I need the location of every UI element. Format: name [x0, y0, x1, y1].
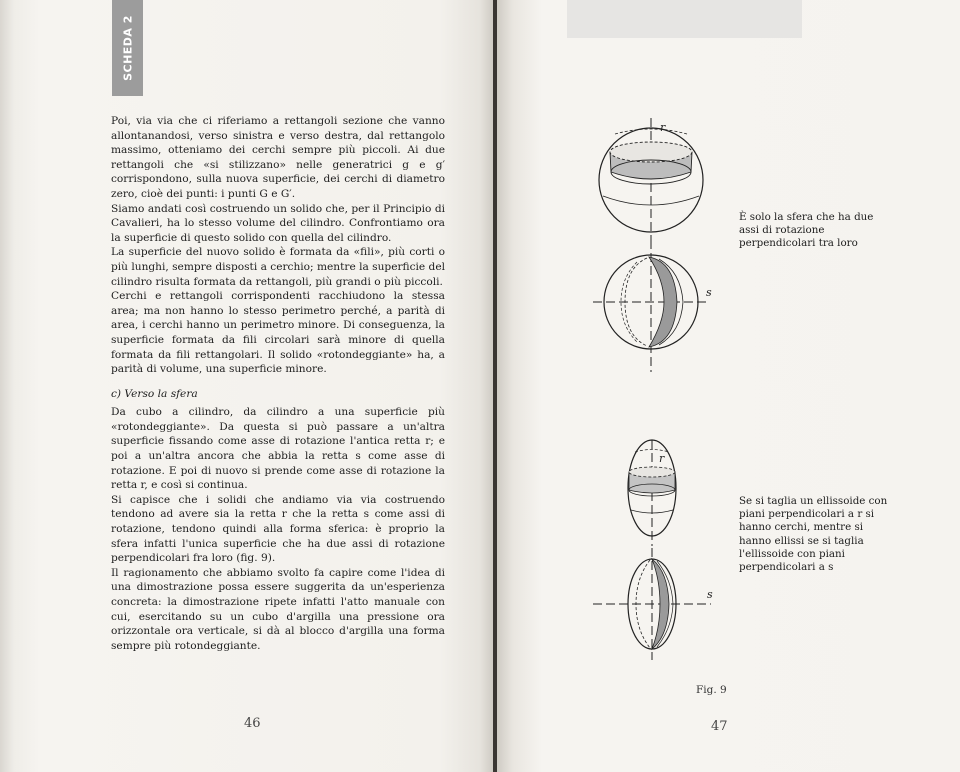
right-page	[497, 0, 960, 772]
caption-ellipsoid: Se si taglia un ellissoide con piani perpendicolari a r si hanno cerchi, mentre si hanno ellissi se si taglia l'ellissoide con piani perpendicolari a s	[739, 495, 888, 574]
paragraph: Il ragionamento che abbiamo svolto fa capire come l'idea di una dimostrazione possa essere suggerita da un'esperienza concreta: la dimostrazione ripete infatti l'atto manuale con cui, esercitando su un cubo d'argilla una pressione ora orizzontale ora verticale, si dà al blocco d'argilla una forma sempre più rotondeggiante.	[111, 566, 445, 652]
figure-label: Fig. 9	[696, 684, 727, 696]
paragraph: La superficie del nuovo solido è formata da «fili», più corti o più lunghi, sempre disposti a cerchio; mentre la superficie del cilindro risulta formata da rettangoli, più grandi o più piccoli.	[111, 246, 445, 288]
ellipsoid-vertical-sections	[593, 548, 711, 660]
section-tab	[112, 0, 143, 96]
paragraph: Da cubo a cilindro, da cilindro a una superficie più «rotondeggiante». Da questa si può passare a un'altra superficie fissando come asse di rotazione l'antica retta r; e poi a un'altra ancora che abbia la retta s come asse di rotazione. E poi di nuovo si prende come asse di rotazione la retta r, e così si continua.	[111, 406, 445, 492]
section-heading: c) Verso la sfera	[111, 387, 198, 400]
axis-r-label-2: r	[659, 452, 665, 465]
sphere-vertical-sections	[593, 240, 709, 372]
ellipsoid-horizontal-sections	[628, 440, 676, 546]
figure-9-drawing	[497, 0, 960, 772]
paragraph: Cerchi e rettangoli corrispondenti racchiudono la stessa area; ma non hanno lo stesso perimetro perché, a parità di area, i cerchi hanno un perimetro minore. Di conseguenza, la superficie formata da fili circolari sarà minore di quella formata da fili rettangolari. Il solido «rotondeggiante» ha, a parità di volume, una superficie minore.	[111, 290, 445, 376]
page-number-left: 46	[244, 716, 261, 731]
paragraph: Poi, via via che ci riferiamo a rettangoli sezione che vanno allontanandosi, verso sinistra e verso destra, dal rettangolo massimo, otteniamo dei cerchi sempre più piccoli. Ai due rettangoli che «si stilizzano» nelle generatrici g e g′ corrispondono, sulla nuova superficie, dei cerchi di diametro zero, cioè dei punti: i punti G e G′.	[111, 115, 445, 200]
axis-r-label: r	[660, 121, 666, 134]
sphere-horizontal-sections	[599, 118, 703, 240]
paragraph: Si capisce che i solidi che andiamo via via costruendo tendono ad avere sia la retta r che la retta s come assi di rotazione, tendono quindi alla forma sferica: è proprio la sfera infatti l'unica superficie che ha due assi di rotazione perpendicolari fra loro (fig. 9).	[111, 493, 445, 565]
left-body-text	[111, 114, 445, 653]
paragraph: Siamo andati così costruendo un solido che, per il Principio di Cavalieri, ha lo stesso volume del cilindro. Confrontiamo ora la superficie di questo solido con quella del cilindro.	[111, 202, 445, 244]
axis-s-label-2: s	[707, 588, 713, 601]
caption-sphere: È solo la sfera che ha due assi di rotazione perpendicolari tra loro	[739, 211, 874, 250]
section-tab-label: SCHEDA 2	[121, 15, 134, 81]
axis-s-label: s	[706, 286, 712, 299]
page-number-right: 47	[711, 719, 728, 734]
